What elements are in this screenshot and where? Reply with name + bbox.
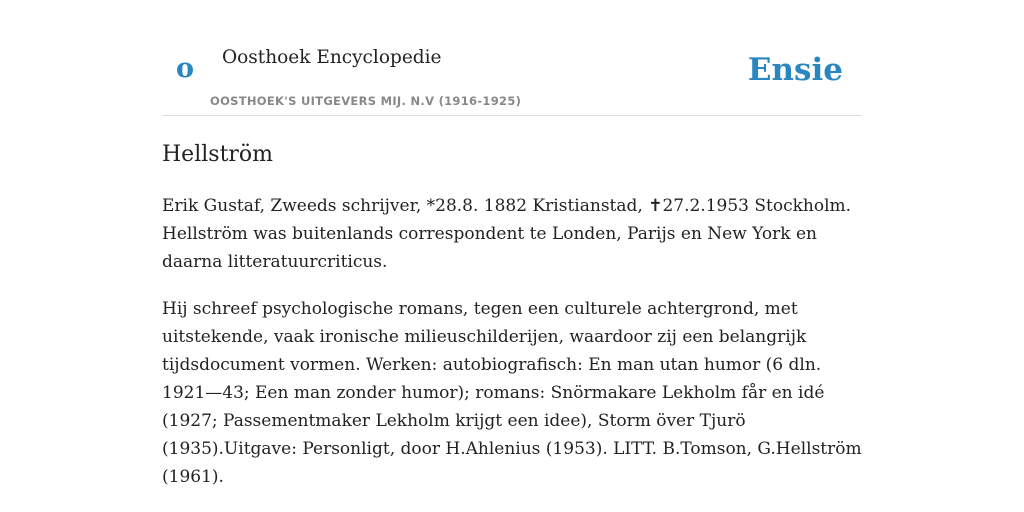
site-title: Oosthoek Encyclopedie <box>222 47 442 68</box>
page <box>162 0 862 487</box>
header <box>162 0 862 116</box>
entry-paragraph: Hij schreef psychologische romans, tegen een culturele achtergrond, met uitstekende, vaak ironische milieuschilderijen, waardoor zij een belangrijk tijdsdocument vormen. Werken: autobiografisch: En man utan humor (6 dln. 1921—43; Een man zonder humor); romans: Snörmakare Lekholm får en idé (1927; Passementmaker Lekholm krijgt een idee), Storm över Tjurö (1935).Uitgave: Personligt, door H.Ahlenius (1953). LITT. B.Tomson, G.Hellström (1961). <box>162 299 862 487</box>
logo-link[interactable]: o <box>176 53 195 84</box>
entry-paragraph: Erik Gustaf, Zweeds schrijver, *28.8. 1882 Kristianstad, ✝27.2.1953 Stockholm. Hellström was buitenlands correspondent te Londen, Parijs en New York en daarna litteratuurcriticus. <box>162 196 852 272</box>
publisher-subtitle: OOSTHOEK'S UITGEVERS MIJ. N.V (1916-1925) <box>210 94 522 108</box>
brand-link[interactable]: Ensie <box>747 52 843 88</box>
entry-title: Hellström <box>162 142 274 167</box>
